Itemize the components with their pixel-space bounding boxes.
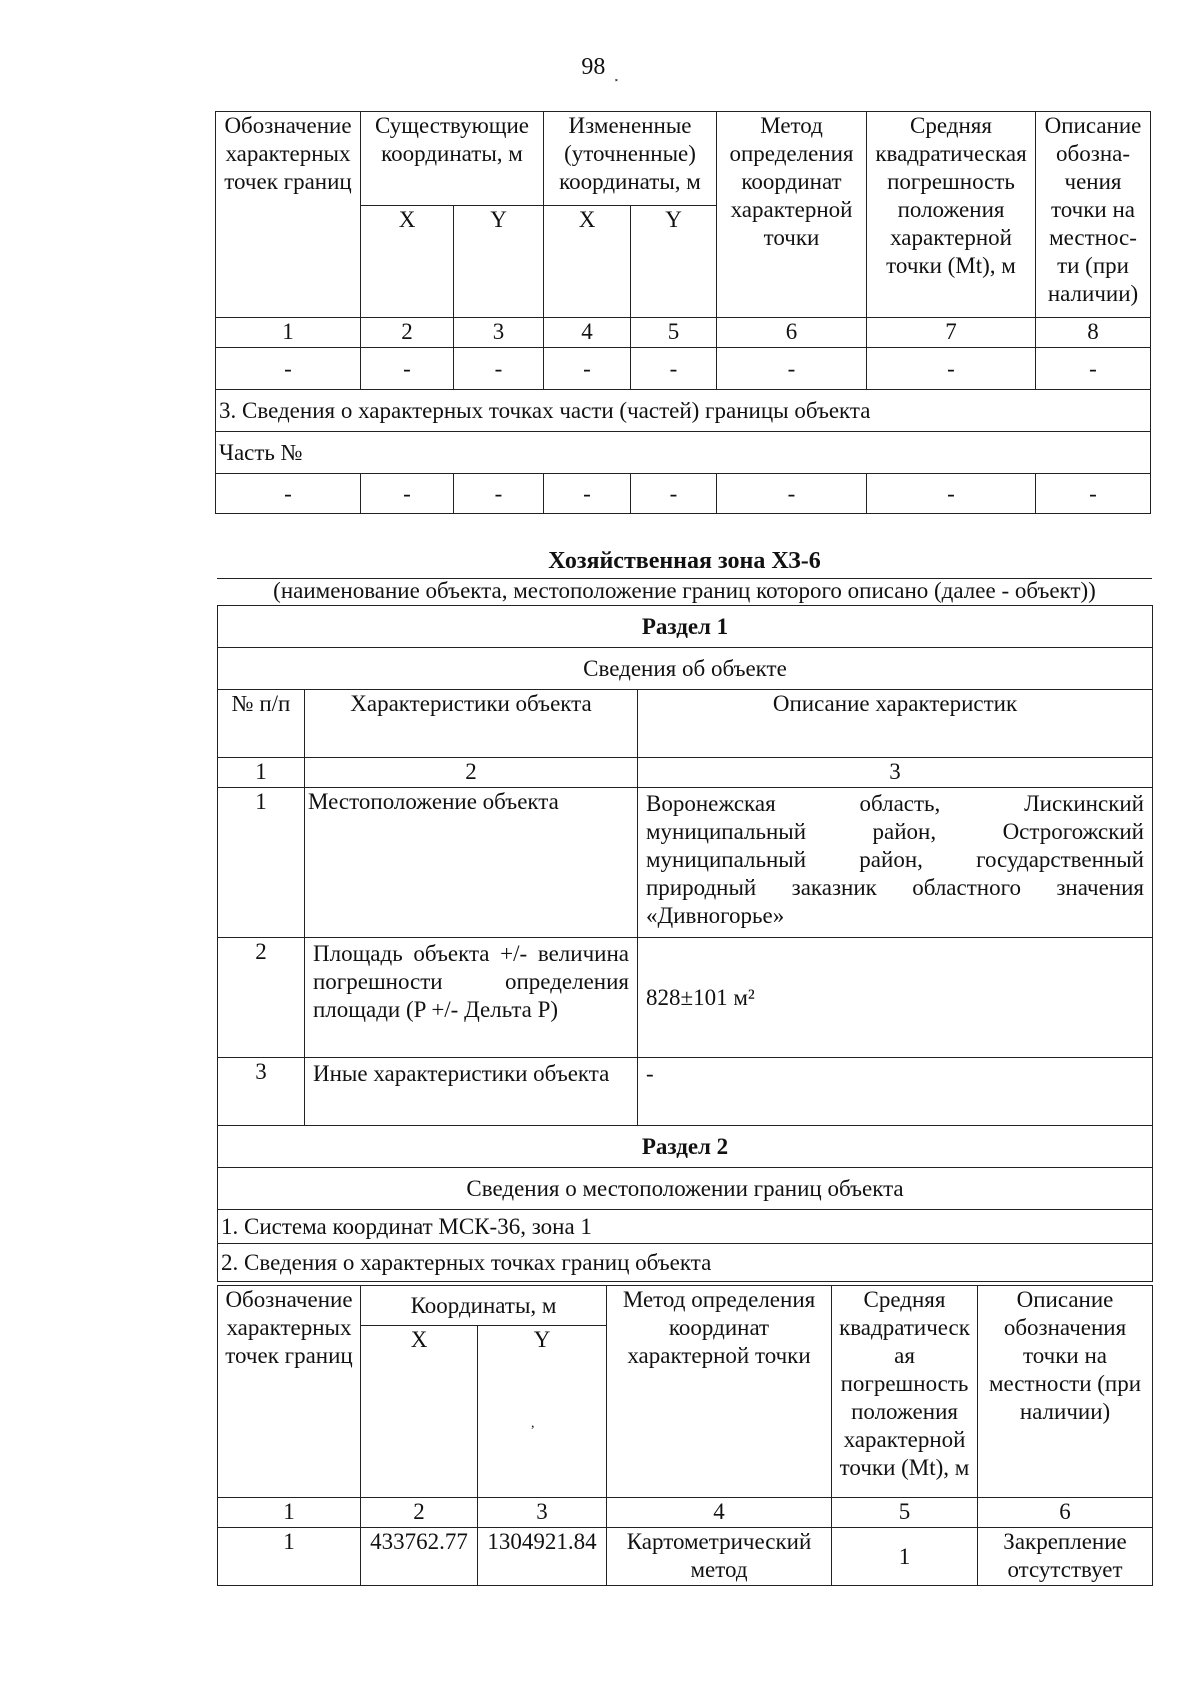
table-row: [218, 1058, 1153, 1126]
point-description: Закрепление отсутствует: [978, 1528, 1153, 1586]
cell-dash: -: [544, 474, 631, 514]
header-y: Y: [631, 206, 717, 318]
section-1-subtitle: Сведения об объекте: [218, 648, 1153, 690]
header-designation: Обозначение характерных точек границ: [216, 112, 361, 318]
cell-dash: -: [867, 348, 1036, 390]
table-row: [216, 474, 1151, 514]
header-x: X: [544, 206, 631, 318]
col-number: 5: [832, 1498, 978, 1528]
header-description: Описание обозначения точки на местности (при наличии): [978, 1286, 1153, 1498]
col-number: 1: [216, 318, 361, 348]
cell-dash: -: [717, 348, 867, 390]
zone-title: Хозяйственная зона ХЗ-6: [548, 548, 821, 574]
points-section-heading: 2. Сведения о характерных точках границ объекта: [218, 1244, 1153, 1282]
cell-dash: -: [454, 474, 544, 514]
header-description: Описание характеристик: [638, 690, 1153, 758]
cell-dash: -: [454, 348, 544, 390]
characteristic-name: Иные характеристики объекта: [305, 1058, 638, 1126]
cell-dash: -: [361, 474, 454, 514]
col-number: 3: [638, 758, 1153, 788]
table-row: [216, 348, 1151, 390]
stray-mark: ,: [531, 1416, 535, 1431]
row-number: 1: [218, 788, 305, 938]
header-description: Описание обозна-чения точки на местнос-ти (при наличии): [1036, 112, 1151, 318]
header-method: Метод определения координат характерной точки: [607, 1286, 832, 1498]
cell-dash: -: [631, 348, 717, 390]
table-row: [216, 318, 1151, 348]
point-error: 1: [832, 1528, 978, 1586]
cell-dash: -: [717, 474, 867, 514]
col-number: 5: [631, 318, 717, 348]
col-number: 2: [361, 318, 454, 348]
header-x: X: [361, 206, 454, 318]
cell-dash: -: [631, 474, 717, 514]
part-number-label: Часть №: [216, 432, 1151, 474]
point-method: Картометрический метод: [607, 1528, 832, 1586]
table-boundary-points-continued: [215, 111, 1151, 514]
cell-dash: -: [216, 474, 361, 514]
header-error: Средняя квадратическая погрешность положения характерной точки (Mt), м: [867, 112, 1036, 318]
header-error: Средняя квадратическ ая погрешность положения характерной точки (Mt), м: [832, 1286, 978, 1498]
page-number: 98 ⸼: [581, 54, 619, 82]
table-row: [218, 1528, 1153, 1586]
characteristic-value: 828±101 м²: [638, 938, 1153, 1058]
col-number: 3: [478, 1498, 607, 1528]
col-number: 4: [544, 318, 631, 348]
characteristic-value: Воронежская область, Лискинский муниципальный район, Острогожский муниципальный район, государственный природный заказник областного значения «Дивногорье»: [638, 788, 1153, 938]
characteristic-value: -: [638, 1058, 1153, 1126]
page-mark: ⸼: [615, 67, 619, 82]
col-number: 2: [361, 1498, 478, 1528]
point-x: 433762.77: [361, 1528, 478, 1586]
section-1-title: Раздел 1: [218, 606, 1153, 648]
header-y: Y: [454, 206, 544, 318]
coordinate-system: 1. Система координат МСК-36, зона 1: [218, 1210, 1153, 1244]
cell-dash: -: [544, 348, 631, 390]
table-row: [218, 938, 1153, 1058]
row-number: 2: [218, 938, 305, 1058]
section-2-subtitle: Сведения о местоположении границ объекта: [218, 1168, 1153, 1210]
point-id: 1: [218, 1528, 361, 1586]
header-number: № п/п: [218, 690, 305, 758]
header-method: Метод определения координат характерной точки: [717, 112, 867, 318]
table-row: [218, 758, 1153, 788]
header-designation: Обозначение характерных точек границ: [218, 1286, 361, 1498]
col-number: 8: [1036, 318, 1151, 348]
section-2-title: Раздел 2: [218, 1126, 1153, 1168]
section-3-heading: 3. Сведения о характерных точках части (частей) границы объекта: [216, 390, 1151, 432]
col-number: 2: [305, 758, 638, 788]
col-number: 7: [867, 318, 1036, 348]
col-number: 1: [218, 758, 305, 788]
cell-dash: -: [1036, 348, 1151, 390]
col-number: 3: [454, 318, 544, 348]
characteristic-name: Площадь объекта +/- величина погрешности определения площади (P +/- Дельта P): [305, 938, 638, 1058]
header-existing-coords: Существующие координаты, м: [361, 112, 544, 206]
cell-dash: -: [1036, 474, 1151, 514]
row-number: 3: [218, 1058, 305, 1126]
cell-dash: -: [867, 474, 1036, 514]
col-number: 6: [717, 318, 867, 348]
zone-subtitle: (наименование объекта, местоположение границ которого описано (далее - объект)): [273, 578, 1096, 603]
header-coordinates: Координаты, м: [361, 1286, 607, 1326]
header-changed-coords: Измененные (уточненные) координаты, м: [544, 112, 717, 206]
header-characteristics: Характеристики объекта: [305, 690, 638, 758]
characteristic-name: Местоположение объекта: [305, 788, 638, 938]
table-section-1: [217, 605, 1153, 1282]
point-y: 1304921.84: [478, 1528, 607, 1586]
col-number: 6: [978, 1498, 1153, 1528]
header-x: X: [361, 1326, 478, 1498]
col-number: 1: [218, 1498, 361, 1528]
header-y: Y: [478, 1326, 607, 1498]
table-row: [218, 788, 1153, 938]
cell-dash: -: [216, 348, 361, 390]
table-boundary-points: [217, 1285, 1153, 1586]
cell-dash: -: [361, 348, 454, 390]
table-row: [218, 1498, 1153, 1528]
col-number: 4: [607, 1498, 832, 1528]
